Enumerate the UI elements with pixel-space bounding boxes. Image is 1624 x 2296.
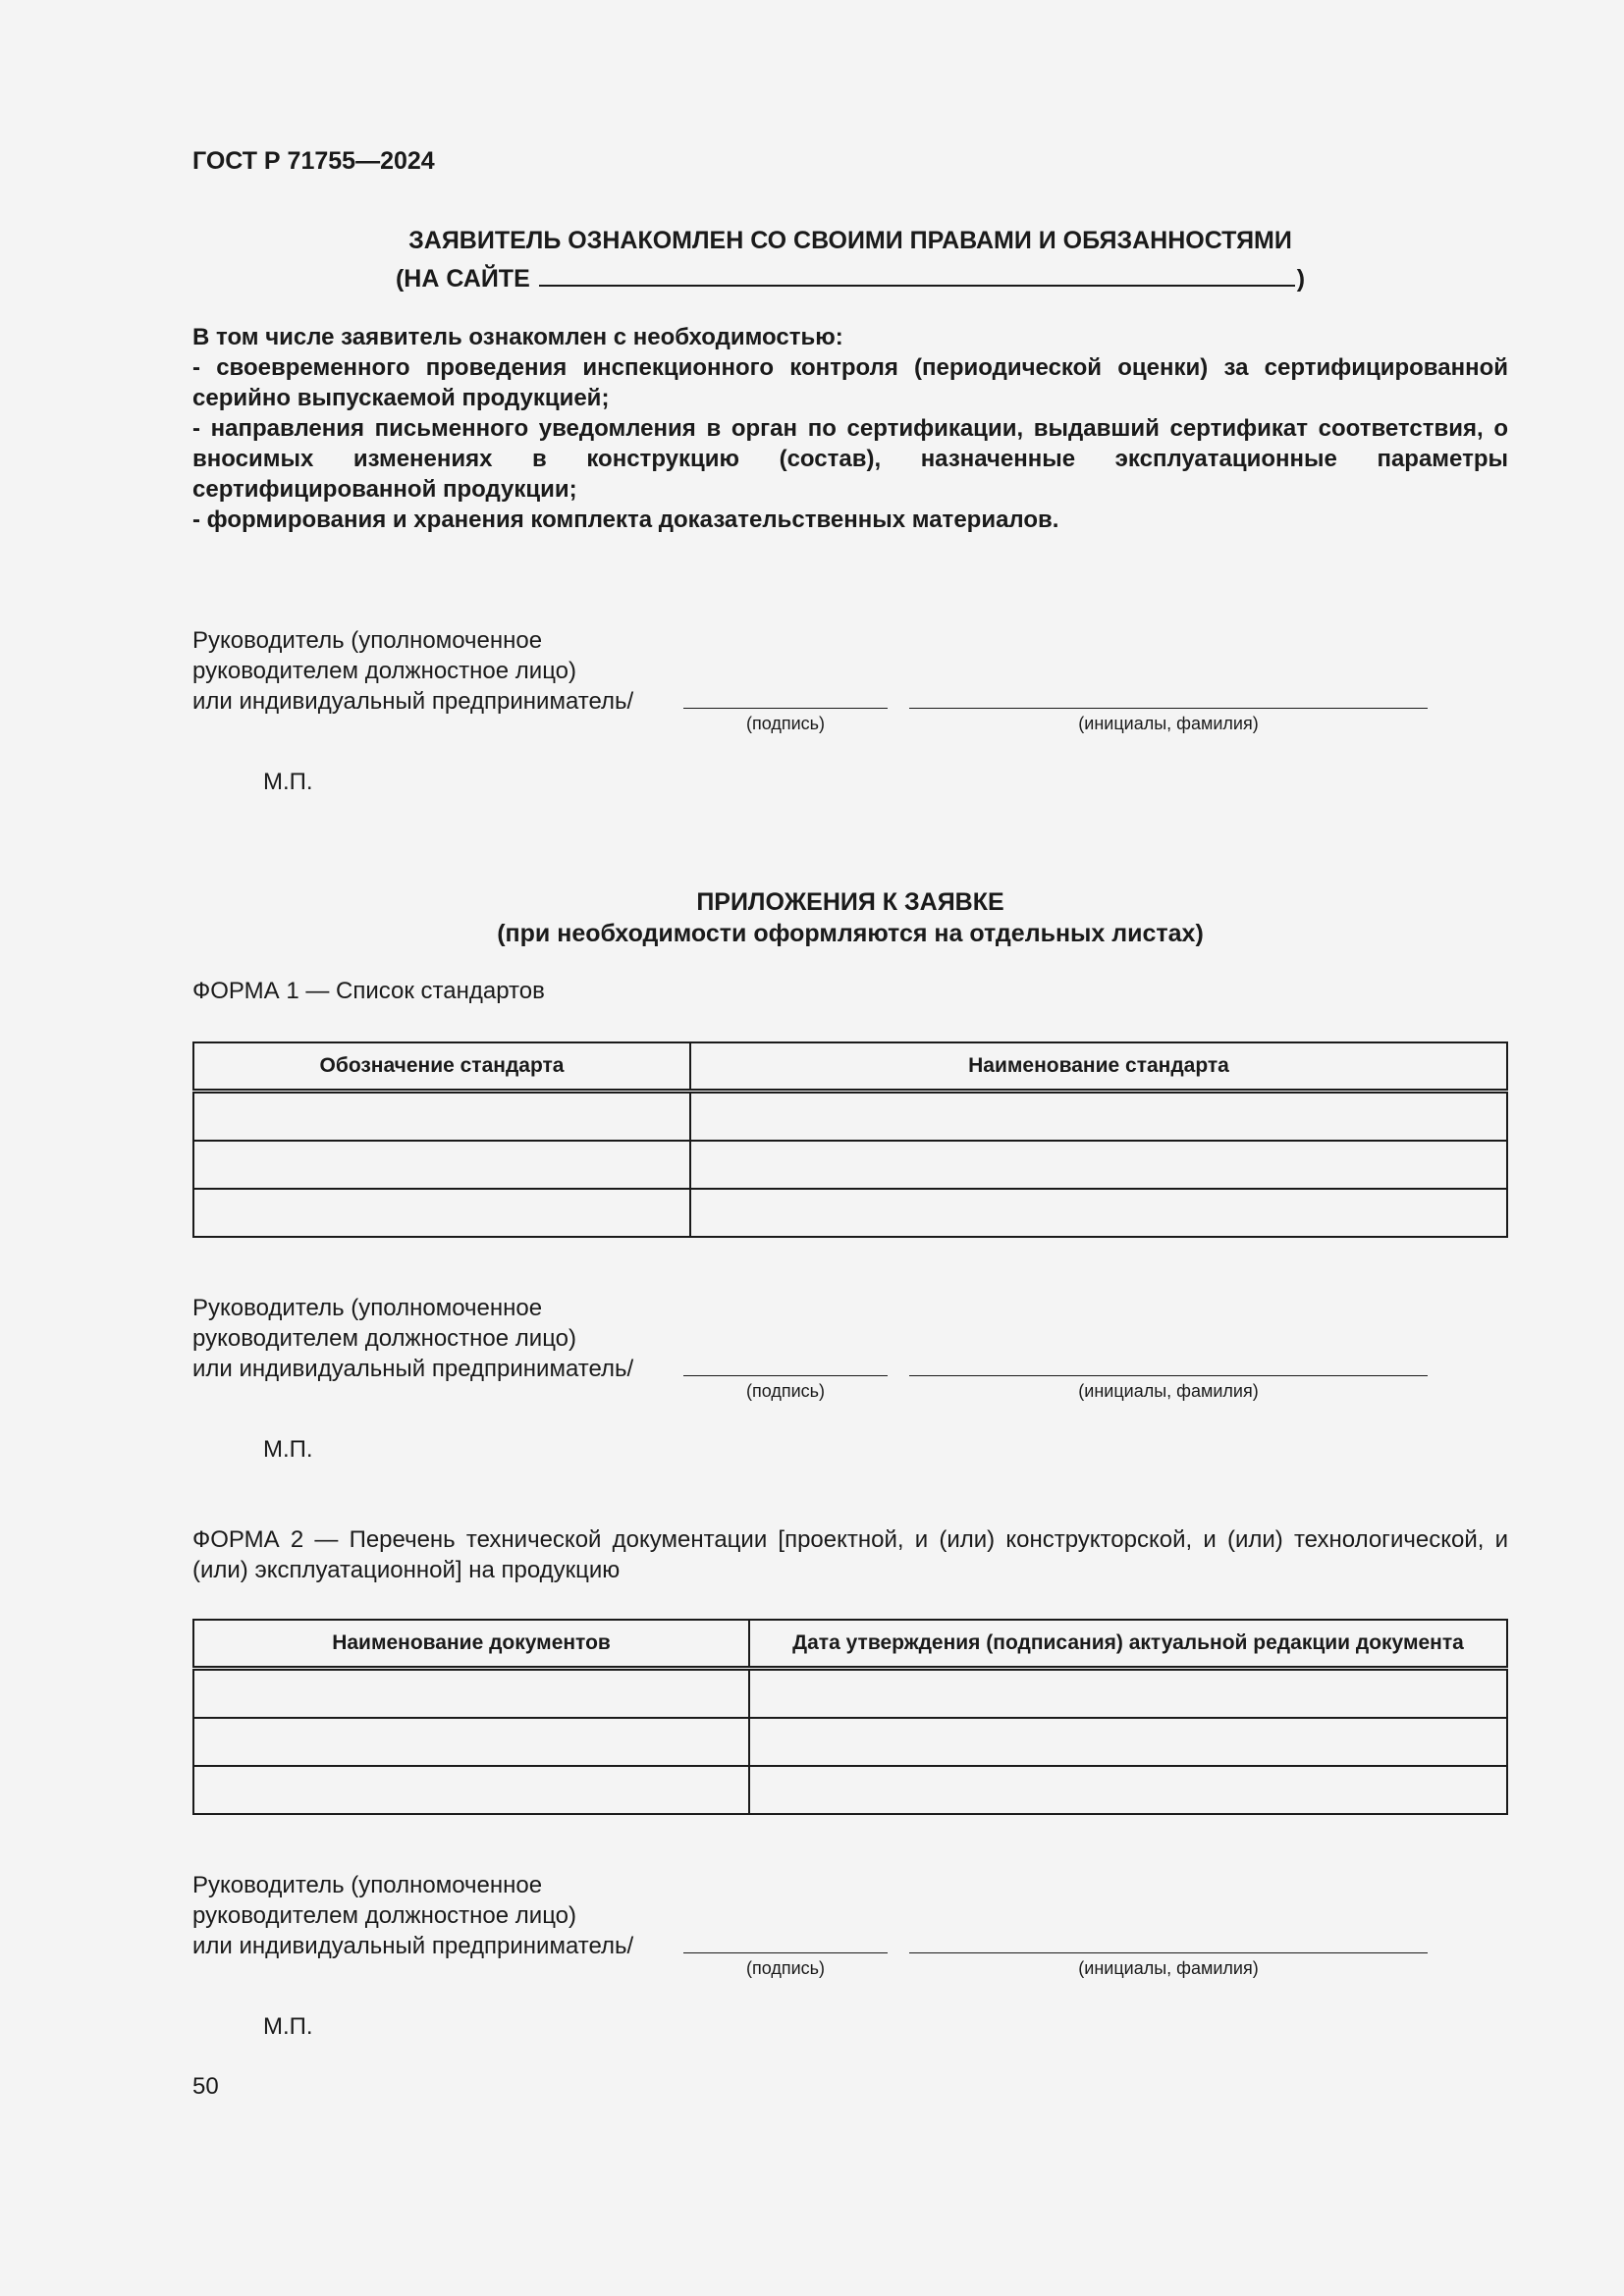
- signatory-label-line: Руководитель (уполномоченное: [192, 627, 543, 654]
- acknowledgement-site: [192, 259, 1508, 297]
- column-header: Дата утверждения (подписания) актуальной редакции документа: [749, 1620, 1507, 1669]
- signature-caption: (подпись): [745, 1958, 826, 1978]
- signatory-label-line: руководителем должностное лицо): [192, 658, 577, 684]
- site-blank-line: [539, 259, 1295, 287]
- table-row: [193, 1766, 1507, 1814]
- table-cell[interactable]: [690, 1141, 1507, 1189]
- table-row: [193, 1092, 1507, 1142]
- obligations-intro: В том числе заявитель ознакомлен с необходимостью:: [192, 324, 843, 350]
- table-row: [193, 1718, 1507, 1766]
- name-line[interactable]: [909, 1375, 1428, 1376]
- signatory-label-line: или индивидуальный предприниматель/: [192, 1356, 634, 1382]
- signature-block: [192, 1293, 1528, 1411]
- obligations-block: [192, 322, 1508, 535]
- signatory-label-line: или индивидуальный предприниматель/: [192, 688, 634, 715]
- table-header-row: [193, 1620, 1507, 1669]
- standard-designation: ГОСТ Р 71755—2024: [192, 147, 435, 175]
- column-header: Наименование документов: [193, 1620, 749, 1669]
- table-cell[interactable]: [749, 1669, 1507, 1719]
- form1-table: [192, 1041, 1508, 1238]
- signatory-label: [192, 1293, 633, 1384]
- acknowledgement-title: ЗАЯВИТЕЛЬ ОЗНАКОМЛЕН СО СВОИМИ ПРАВАМИ И ОБЯЗАННОСТЯМИ: [408, 227, 1292, 254]
- table-cell[interactable]: [193, 1669, 749, 1719]
- table-header-row: [193, 1042, 1507, 1092]
- signature-line[interactable]: [683, 1952, 888, 1953]
- table-row: [193, 1141, 1507, 1189]
- signatory-label: [192, 625, 633, 717]
- page-number: 50: [192, 2073, 219, 2100]
- name-line[interactable]: [909, 708, 1428, 709]
- site-suffix: ): [1296, 265, 1306, 293]
- form2-caption: ФОРМА 2 — Перечень технической документации [проектной, и (или) конструкторской, и (или) технологической, и (или) эксплуатационной] на продукцию: [192, 1526, 1508, 1583]
- table-cell[interactable]: [749, 1718, 1507, 1766]
- table-cell[interactable]: [690, 1189, 1507, 1237]
- table-cell[interactable]: [193, 1718, 749, 1766]
- signature-caption: (подпись): [745, 714, 826, 733]
- table-cell[interactable]: [749, 1766, 1507, 1814]
- signatory-label-line: руководителем должностное лицо): [192, 1902, 577, 1929]
- name-caption: (инициалы, фамилия): [1078, 714, 1259, 733]
- column-header: Наименование стандарта: [690, 1042, 1507, 1092]
- obligation-item: - формирования и хранения комплекта доказательственных материалов.: [192, 507, 1059, 533]
- signature-caption: (подпись): [745, 1381, 826, 1401]
- signatory-label-line: Руководитель (уполномоченное: [192, 1295, 543, 1321]
- signature-line[interactable]: [683, 1375, 888, 1376]
- site-prefix: (НА САЙТЕ: [395, 265, 530, 293]
- table-row: [193, 1189, 1507, 1237]
- column-header: Обозначение стандарта: [193, 1042, 690, 1092]
- name-caption: (инициалы, фамилия): [1078, 1958, 1259, 1978]
- signatory-label-line: Руководитель (уполномоченное: [192, 1872, 543, 1898]
- obligation-item: - своевременного проведения инспекционного контроля (периодической оценки) за сертифицированной серийно выпускаемой продукцией;: [192, 354, 1508, 411]
- appendices-title: ПРИЛОЖЕНИЯ К ЗАЯВКЕ: [696, 888, 1004, 916]
- signatory-label-line: руководителем должностное лицо): [192, 1325, 577, 1352]
- table-cell[interactable]: [690, 1092, 1507, 1142]
- table-cell[interactable]: [193, 1092, 690, 1142]
- table-row: [193, 1669, 1507, 1719]
- form2-table: [192, 1619, 1508, 1815]
- signature-block: [192, 1870, 1528, 1988]
- name-line[interactable]: [909, 1952, 1428, 1953]
- table-cell[interactable]: [193, 1141, 690, 1189]
- appendices-subtitle: (при необходимости оформляются на отдельных листах): [497, 920, 1204, 947]
- stamp-place: М.П.: [263, 1436, 313, 1463]
- table-cell[interactable]: [193, 1766, 749, 1814]
- signature-line[interactable]: [683, 708, 888, 709]
- name-caption: (инициалы, фамилия): [1078, 1381, 1259, 1401]
- stamp-place: М.П.: [263, 769, 313, 795]
- stamp-place: М.П.: [263, 2013, 313, 2040]
- signatory-label-line: или индивидуальный предприниматель/: [192, 1933, 634, 1959]
- form1-caption: ФОРМА 1 — Список стандартов: [192, 978, 545, 1004]
- signatory-label: [192, 1870, 633, 1961]
- signature-block: [192, 625, 1528, 743]
- obligation-item: - направления письменного уведомления в орган по сертификации, выдавший сертификат соответствия, о вносимых изменениях в конструкцию (состав), назначенные эксплуатационные параметры сертифицированной продукции;: [192, 415, 1508, 503]
- table-cell[interactable]: [193, 1189, 690, 1237]
